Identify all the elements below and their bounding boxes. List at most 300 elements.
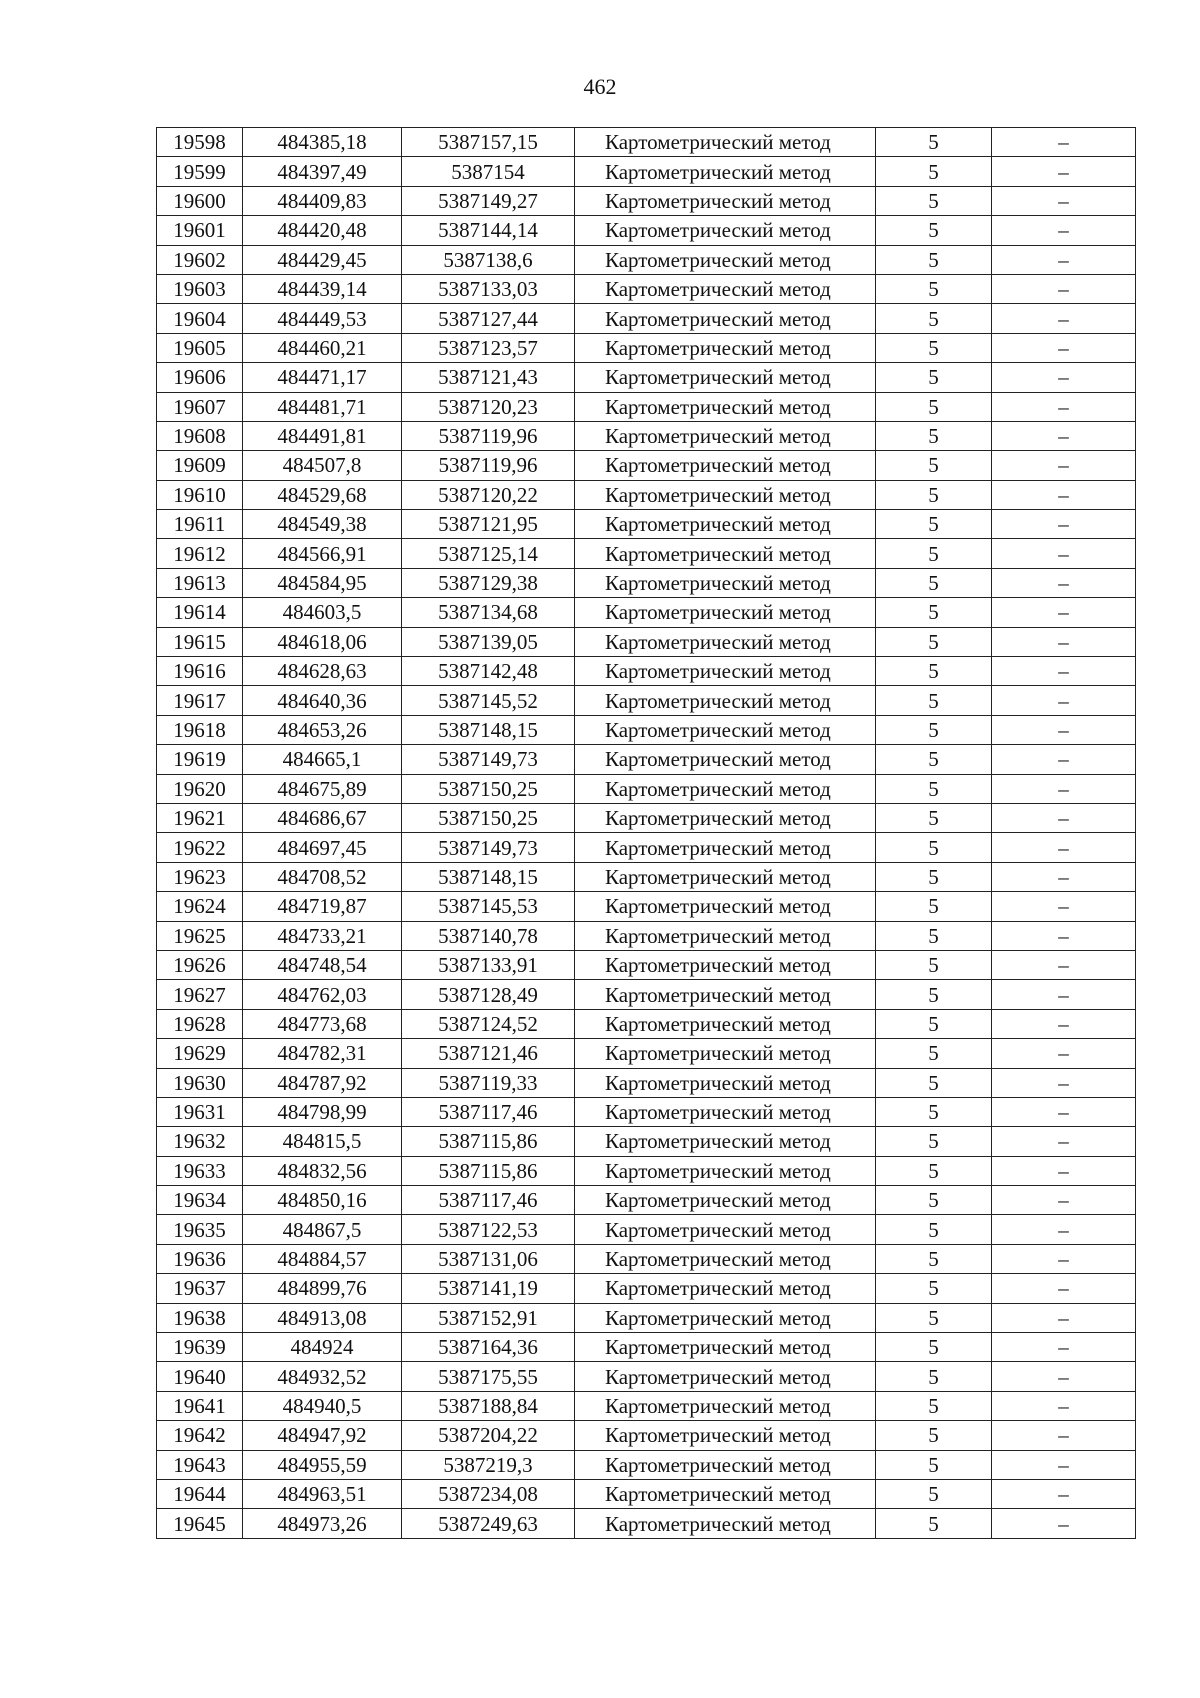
method-cell: Картометрический метод xyxy=(575,363,876,392)
accuracy-cell: 5 xyxy=(876,1127,992,1156)
accuracy-cell: 5 xyxy=(876,186,992,215)
dash-cell: – xyxy=(992,333,1136,362)
table-row xyxy=(157,950,1136,979)
y-coordinate-cell: 5387149,73 xyxy=(402,745,575,774)
method-cell: Картометрический метод xyxy=(575,1362,876,1391)
dash-cell: – xyxy=(992,1421,1136,1450)
table-row xyxy=(157,1244,1136,1273)
y-coordinate-cell: 5387149,27 xyxy=(402,186,575,215)
method-cell: Картометрический метод xyxy=(575,274,876,303)
table-row xyxy=(157,274,1136,303)
dash-cell: – xyxy=(992,1097,1136,1126)
method-cell: Картометрический метод xyxy=(575,1421,876,1450)
accuracy-cell: 5 xyxy=(876,1068,992,1097)
x-coordinate-cell: 484618,06 xyxy=(243,627,402,656)
point-number-cell: 19615 xyxy=(157,627,243,656)
method-cell: Картометрический метод xyxy=(575,1097,876,1126)
accuracy-cell: 5 xyxy=(876,921,992,950)
y-coordinate-cell: 5387133,91 xyxy=(402,950,575,979)
accuracy-cell: 5 xyxy=(876,480,992,509)
accuracy-cell: 5 xyxy=(876,1097,992,1126)
dash-cell: – xyxy=(992,304,1136,333)
point-number-cell: 19637 xyxy=(157,1274,243,1303)
dash-cell: – xyxy=(992,892,1136,921)
point-number-cell: 19598 xyxy=(157,128,243,157)
coordinates-table-body xyxy=(157,128,1136,1539)
point-number-cell: 19616 xyxy=(157,657,243,686)
x-coordinate-cell: 484460,21 xyxy=(243,333,402,362)
table-row xyxy=(157,1450,1136,1479)
y-coordinate-cell: 5387204,22 xyxy=(402,1421,575,1450)
x-coordinate-cell: 484529,68 xyxy=(243,480,402,509)
dash-cell: – xyxy=(992,451,1136,480)
accuracy-cell: 5 xyxy=(876,1421,992,1450)
y-coordinate-cell: 5387124,52 xyxy=(402,1009,575,1038)
point-number-cell: 19608 xyxy=(157,421,243,450)
point-number-cell: 19639 xyxy=(157,1333,243,1362)
accuracy-cell: 5 xyxy=(876,333,992,362)
point-number-cell: 19623 xyxy=(157,862,243,891)
x-coordinate-cell: 484675,89 xyxy=(243,774,402,803)
accuracy-cell: 5 xyxy=(876,128,992,157)
accuracy-cell: 5 xyxy=(876,1186,992,1215)
method-cell: Картометрический метод xyxy=(575,421,876,450)
method-cell: Картометрический метод xyxy=(575,1450,876,1479)
point-number-cell: 19604 xyxy=(157,304,243,333)
method-cell: Картометрический метод xyxy=(575,392,876,421)
dash-cell: – xyxy=(992,128,1136,157)
accuracy-cell: 5 xyxy=(876,833,992,862)
method-cell: Картометрический метод xyxy=(575,980,876,1009)
y-coordinate-cell: 5387150,25 xyxy=(402,774,575,803)
x-coordinate-cell: 484640,36 xyxy=(243,686,402,715)
point-number-cell: 19619 xyxy=(157,745,243,774)
dash-cell: – xyxy=(992,1039,1136,1068)
x-coordinate-cell: 484697,45 xyxy=(243,833,402,862)
point-number-cell: 19629 xyxy=(157,1039,243,1068)
x-coordinate-cell: 484787,92 xyxy=(243,1068,402,1097)
table-row xyxy=(157,1391,1136,1420)
table-row xyxy=(157,598,1136,627)
method-cell: Картометрический метод xyxy=(575,950,876,979)
y-coordinate-cell: 5387150,25 xyxy=(402,803,575,832)
point-number-cell: 19627 xyxy=(157,980,243,1009)
point-number-cell: 19611 xyxy=(157,510,243,539)
point-number-cell: 19645 xyxy=(157,1509,243,1538)
dash-cell: – xyxy=(992,510,1136,539)
dash-cell: – xyxy=(992,1186,1136,1215)
table-row xyxy=(157,1156,1136,1185)
point-number-cell: 19624 xyxy=(157,892,243,921)
method-cell: Картометрический метод xyxy=(575,1479,876,1508)
dash-cell: – xyxy=(992,627,1136,656)
dash-cell: – xyxy=(992,1009,1136,1038)
table-row xyxy=(157,392,1136,421)
x-coordinate-cell: 484603,5 xyxy=(243,598,402,627)
y-coordinate-cell: 5387120,22 xyxy=(402,480,575,509)
dash-cell: – xyxy=(992,1362,1136,1391)
point-number-cell: 19631 xyxy=(157,1097,243,1126)
method-cell: Картометрический метод xyxy=(575,774,876,803)
y-coordinate-cell: 5387117,46 xyxy=(402,1186,575,1215)
table-row xyxy=(157,128,1136,157)
point-number-cell: 19632 xyxy=(157,1127,243,1156)
accuracy-cell: 5 xyxy=(876,1156,992,1185)
dash-cell: – xyxy=(992,745,1136,774)
dash-cell: – xyxy=(992,1479,1136,1508)
table-row xyxy=(157,1009,1136,1038)
x-coordinate-cell: 484815,5 xyxy=(243,1127,402,1156)
method-cell: Картометрический метод xyxy=(575,657,876,686)
accuracy-cell: 5 xyxy=(876,1244,992,1273)
x-coordinate-cell: 484773,68 xyxy=(243,1009,402,1038)
y-coordinate-cell: 5387131,06 xyxy=(402,1244,575,1273)
accuracy-cell: 5 xyxy=(876,980,992,1009)
accuracy-cell: 5 xyxy=(876,1479,992,1508)
point-number-cell: 19607 xyxy=(157,392,243,421)
x-coordinate-cell: 484884,57 xyxy=(243,1244,402,1273)
dash-cell: – xyxy=(992,657,1136,686)
y-coordinate-cell: 5387117,46 xyxy=(402,1097,575,1126)
x-coordinate-cell: 484566,91 xyxy=(243,539,402,568)
point-number-cell: 19613 xyxy=(157,568,243,597)
point-number-cell: 19618 xyxy=(157,715,243,744)
accuracy-cell: 5 xyxy=(876,451,992,480)
accuracy-cell: 5 xyxy=(876,892,992,921)
method-cell: Картометрический метод xyxy=(575,1274,876,1303)
table-row xyxy=(157,657,1136,686)
method-cell: Картометрический метод xyxy=(575,1215,876,1244)
table-row xyxy=(157,833,1136,862)
point-number-cell: 19633 xyxy=(157,1156,243,1185)
table-row xyxy=(157,1097,1136,1126)
table-row xyxy=(157,363,1136,392)
x-coordinate-cell: 484385,18 xyxy=(243,128,402,157)
method-cell: Картометрический метод xyxy=(575,803,876,832)
x-coordinate-cell: 484963,51 xyxy=(243,1479,402,1508)
method-cell: Картометрический метод xyxy=(575,245,876,274)
dash-cell: – xyxy=(992,803,1136,832)
method-cell: Картометрический метод xyxy=(575,715,876,744)
method-cell: Картометрический метод xyxy=(575,1186,876,1215)
point-number-cell: 19609 xyxy=(157,451,243,480)
y-coordinate-cell: 5387127,44 xyxy=(402,304,575,333)
y-coordinate-cell: 5387121,95 xyxy=(402,510,575,539)
y-coordinate-cell: 5387129,38 xyxy=(402,568,575,597)
dash-cell: – xyxy=(992,980,1136,1009)
table-row xyxy=(157,539,1136,568)
accuracy-cell: 5 xyxy=(876,568,992,597)
accuracy-cell: 5 xyxy=(876,1039,992,1068)
y-coordinate-cell: 5387157,15 xyxy=(402,128,575,157)
dash-cell: – xyxy=(992,862,1136,891)
x-coordinate-cell: 484491,81 xyxy=(243,421,402,450)
y-coordinate-cell: 5387128,49 xyxy=(402,980,575,1009)
table-row xyxy=(157,1127,1136,1156)
x-coordinate-cell: 484832,56 xyxy=(243,1156,402,1185)
dash-cell: – xyxy=(992,598,1136,627)
dash-cell: – xyxy=(992,363,1136,392)
y-coordinate-cell: 5387152,91 xyxy=(402,1303,575,1332)
x-coordinate-cell: 484762,03 xyxy=(243,980,402,1009)
dash-cell: – xyxy=(992,774,1136,803)
dash-cell: – xyxy=(992,1244,1136,1273)
method-cell: Картометрический метод xyxy=(575,1509,876,1538)
accuracy-cell: 5 xyxy=(876,1215,992,1244)
method-cell: Картометрический метод xyxy=(575,862,876,891)
accuracy-cell: 5 xyxy=(876,1303,992,1332)
table-row xyxy=(157,1068,1136,1097)
method-cell: Картометрический метод xyxy=(575,1156,876,1185)
dash-cell: – xyxy=(992,216,1136,245)
y-coordinate-cell: 5387119,96 xyxy=(402,451,575,480)
y-coordinate-cell: 5387188,84 xyxy=(402,1391,575,1420)
accuracy-cell: 5 xyxy=(876,715,992,744)
method-cell: Картометрический метод xyxy=(575,216,876,245)
table-row xyxy=(157,803,1136,832)
accuracy-cell: 5 xyxy=(876,421,992,450)
accuracy-cell: 5 xyxy=(876,392,992,421)
y-coordinate-cell: 5387119,96 xyxy=(402,421,575,450)
accuracy-cell: 5 xyxy=(876,1509,992,1538)
dash-cell: – xyxy=(992,1215,1136,1244)
x-coordinate-cell: 484449,53 xyxy=(243,304,402,333)
point-number-cell: 19625 xyxy=(157,921,243,950)
x-coordinate-cell: 484549,38 xyxy=(243,510,402,539)
dash-cell: – xyxy=(992,480,1136,509)
point-number-cell: 19640 xyxy=(157,1362,243,1391)
method-cell: Картометрический метод xyxy=(575,1068,876,1097)
x-coordinate-cell: 484481,71 xyxy=(243,392,402,421)
accuracy-cell: 5 xyxy=(876,1009,992,1038)
table-row xyxy=(157,1039,1136,1068)
accuracy-cell: 5 xyxy=(876,1450,992,1479)
x-coordinate-cell: 484932,52 xyxy=(243,1362,402,1391)
y-coordinate-cell: 5387145,53 xyxy=(402,892,575,921)
y-coordinate-cell: 5387142,48 xyxy=(402,657,575,686)
accuracy-cell: 5 xyxy=(876,774,992,803)
y-coordinate-cell: 5387140,78 xyxy=(402,921,575,950)
dash-cell: – xyxy=(992,950,1136,979)
dash-cell: – xyxy=(992,1391,1136,1420)
table-row xyxy=(157,892,1136,921)
table-row xyxy=(157,774,1136,803)
accuracy-cell: 5 xyxy=(876,803,992,832)
point-number-cell: 19606 xyxy=(157,363,243,392)
x-coordinate-cell: 484719,87 xyxy=(243,892,402,921)
y-coordinate-cell: 5387141,19 xyxy=(402,1274,575,1303)
x-coordinate-cell: 484733,21 xyxy=(243,921,402,950)
dash-cell: – xyxy=(992,715,1136,744)
x-coordinate-cell: 484973,26 xyxy=(243,1509,402,1538)
accuracy-cell: 5 xyxy=(876,245,992,274)
dash-cell: – xyxy=(992,833,1136,862)
accuracy-cell: 5 xyxy=(876,1333,992,1362)
point-number-cell: 19641 xyxy=(157,1391,243,1420)
dash-cell: – xyxy=(992,1450,1136,1479)
method-cell: Картометрический метод xyxy=(575,1009,876,1038)
dash-cell: – xyxy=(992,1303,1136,1332)
y-coordinate-cell: 5387149,73 xyxy=(402,833,575,862)
point-number-cell: 19605 xyxy=(157,333,243,362)
x-coordinate-cell: 484940,5 xyxy=(243,1391,402,1420)
point-number-cell: 19626 xyxy=(157,950,243,979)
y-coordinate-cell: 5387148,15 xyxy=(402,862,575,891)
table-row xyxy=(157,1421,1136,1450)
method-cell: Картометрический метод xyxy=(575,745,876,774)
accuracy-cell: 5 xyxy=(876,657,992,686)
dash-cell: – xyxy=(992,1274,1136,1303)
y-coordinate-cell: 5387115,86 xyxy=(402,1156,575,1185)
x-coordinate-cell: 484867,5 xyxy=(243,1215,402,1244)
accuracy-cell: 5 xyxy=(876,950,992,979)
method-cell: Картометрический метод xyxy=(575,1039,876,1068)
method-cell: Картометрический метод xyxy=(575,1333,876,1362)
x-coordinate-cell: 484429,45 xyxy=(243,245,402,274)
table-row xyxy=(157,451,1136,480)
y-coordinate-cell: 5387164,36 xyxy=(402,1333,575,1362)
point-number-cell: 19610 xyxy=(157,480,243,509)
dash-cell: – xyxy=(992,1333,1136,1362)
table-row xyxy=(157,421,1136,450)
x-coordinate-cell: 484899,76 xyxy=(243,1274,402,1303)
y-coordinate-cell: 5387175,55 xyxy=(402,1362,575,1391)
y-coordinate-cell: 5387115,86 xyxy=(402,1127,575,1156)
table-row xyxy=(157,686,1136,715)
x-coordinate-cell: 484397,49 xyxy=(243,157,402,186)
table-row xyxy=(157,745,1136,774)
y-coordinate-cell: 5387120,23 xyxy=(402,392,575,421)
method-cell: Картометрический метод xyxy=(575,128,876,157)
dash-cell: – xyxy=(992,568,1136,597)
method-cell: Картометрический метод xyxy=(575,1127,876,1156)
page-number: 462 xyxy=(583,74,617,99)
accuracy-cell: 5 xyxy=(876,216,992,245)
accuracy-cell: 5 xyxy=(876,1274,992,1303)
dash-cell: – xyxy=(992,186,1136,215)
table-row xyxy=(157,715,1136,744)
x-coordinate-cell: 484782,31 xyxy=(243,1039,402,1068)
point-number-cell: 19601 xyxy=(157,216,243,245)
x-coordinate-cell: 484409,83 xyxy=(243,186,402,215)
point-number-cell: 19642 xyxy=(157,1421,243,1450)
point-number-cell: 19617 xyxy=(157,686,243,715)
method-cell: Картометрический метод xyxy=(575,598,876,627)
dash-cell: – xyxy=(992,539,1136,568)
table-row xyxy=(157,1274,1136,1303)
dash-cell: – xyxy=(992,1127,1136,1156)
y-coordinate-cell: 5387154 xyxy=(402,157,575,186)
accuracy-cell: 5 xyxy=(876,686,992,715)
method-cell: Картометрический метод xyxy=(575,186,876,215)
table-row xyxy=(157,245,1136,274)
accuracy-cell: 5 xyxy=(876,1391,992,1420)
table-row xyxy=(157,157,1136,186)
method-cell: Картометрический метод xyxy=(575,627,876,656)
point-number-cell: 19643 xyxy=(157,1450,243,1479)
x-coordinate-cell: 484653,26 xyxy=(243,715,402,744)
accuracy-cell: 5 xyxy=(876,862,992,891)
table-row xyxy=(157,1362,1136,1391)
point-number-cell: 19599 xyxy=(157,157,243,186)
dash-cell: – xyxy=(992,686,1136,715)
y-coordinate-cell: 5387121,43 xyxy=(402,363,575,392)
y-coordinate-cell: 5387122,53 xyxy=(402,1215,575,1244)
table-row xyxy=(157,510,1136,539)
x-coordinate-cell: 484850,16 xyxy=(243,1186,402,1215)
method-cell: Картометрический метод xyxy=(575,892,876,921)
accuracy-cell: 5 xyxy=(876,363,992,392)
x-coordinate-cell: 484471,17 xyxy=(243,363,402,392)
x-coordinate-cell: 484686,67 xyxy=(243,803,402,832)
point-number-cell: 19628 xyxy=(157,1009,243,1038)
table-row xyxy=(157,1303,1136,1332)
accuracy-cell: 5 xyxy=(876,304,992,333)
x-coordinate-cell: 484748,54 xyxy=(243,950,402,979)
x-coordinate-cell: 484420,48 xyxy=(243,216,402,245)
x-coordinate-cell: 484439,14 xyxy=(243,274,402,303)
accuracy-cell: 5 xyxy=(876,274,992,303)
y-coordinate-cell: 5387119,33 xyxy=(402,1068,575,1097)
table-row xyxy=(157,1186,1136,1215)
method-cell: Картометрический метод xyxy=(575,304,876,333)
dash-cell: – xyxy=(992,1156,1136,1185)
x-coordinate-cell: 484507,8 xyxy=(243,451,402,480)
table-row xyxy=(157,304,1136,333)
point-number-cell: 19630 xyxy=(157,1068,243,1097)
x-coordinate-cell: 484628,63 xyxy=(243,657,402,686)
table-row xyxy=(157,216,1136,245)
method-cell: Картометрический метод xyxy=(575,1244,876,1273)
y-coordinate-cell: 5387125,14 xyxy=(402,539,575,568)
table-row xyxy=(157,1509,1136,1538)
y-coordinate-cell: 5387139,05 xyxy=(402,627,575,656)
point-number-cell: 19621 xyxy=(157,803,243,832)
table-row xyxy=(157,1215,1136,1244)
table-row xyxy=(157,980,1136,1009)
dash-cell: – xyxy=(992,392,1136,421)
accuracy-cell: 5 xyxy=(876,745,992,774)
method-cell: Картометрический метод xyxy=(575,568,876,597)
y-coordinate-cell: 5387234,08 xyxy=(402,1479,575,1508)
point-number-cell: 19636 xyxy=(157,1244,243,1273)
method-cell: Картометрический метод xyxy=(575,510,876,539)
table-row xyxy=(157,921,1136,950)
table-row xyxy=(157,568,1136,597)
method-cell: Картометрический метод xyxy=(575,1391,876,1420)
coordinates-table xyxy=(156,127,1136,1539)
accuracy-cell: 5 xyxy=(876,157,992,186)
y-coordinate-cell: 5387123,57 xyxy=(402,333,575,362)
dash-cell: – xyxy=(992,274,1136,303)
method-cell: Картометрический метод xyxy=(575,1303,876,1332)
y-coordinate-cell: 5387249,63 xyxy=(402,1509,575,1538)
accuracy-cell: 5 xyxy=(876,627,992,656)
method-cell: Картометрический метод xyxy=(575,921,876,950)
point-number-cell: 19614 xyxy=(157,598,243,627)
dash-cell: – xyxy=(992,1509,1136,1538)
accuracy-cell: 5 xyxy=(876,598,992,627)
x-coordinate-cell: 484924 xyxy=(243,1333,402,1362)
point-number-cell: 19620 xyxy=(157,774,243,803)
table-row xyxy=(157,333,1136,362)
y-coordinate-cell: 5387219,3 xyxy=(402,1450,575,1479)
table-row xyxy=(157,1333,1136,1362)
method-cell: Картометрический метод xyxy=(575,833,876,862)
y-coordinate-cell: 5387133,03 xyxy=(402,274,575,303)
point-number-cell: 19612 xyxy=(157,539,243,568)
table-row xyxy=(157,186,1136,215)
